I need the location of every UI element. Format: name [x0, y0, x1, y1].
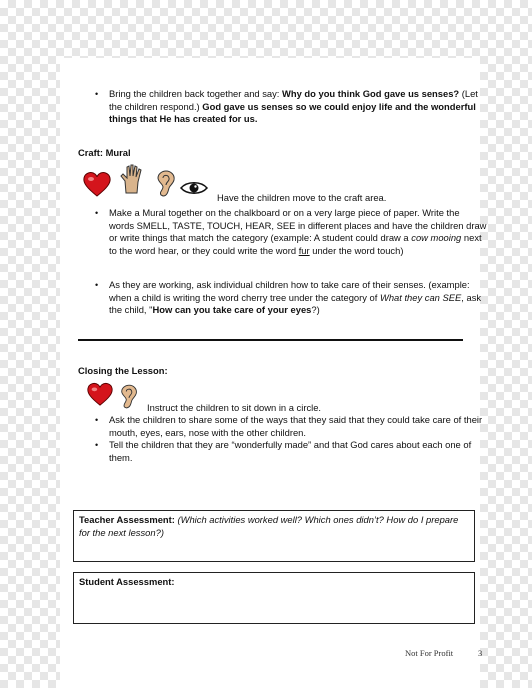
footer-text: Not For Profit [405, 648, 454, 658]
intro-bullet-text [109, 88, 479, 126]
intro-answer: God gave us senses so we could enjoy life and the wonderful things that He has created for us. [109, 100, 476, 124]
closing-bullet-2: Tell the children that they are “wonderfully made” and that God cares about each one of them. [109, 439, 472, 463]
bullet-marker: • [95, 415, 99, 425]
ear-icon [155, 170, 177, 198]
craft-bullet-2-text-c: ?) [311, 304, 320, 315]
hand-icon [118, 163, 146, 195]
intro-question: Why do you think God gave us senses? [282, 88, 460, 99]
craft-bullet-1 [109, 207, 487, 257]
craft-bullet-1-text-b: next to the word hear, or they could write the word [109, 232, 482, 256]
craft-icon-caption: Have the children move to the craft area. [217, 192, 387, 203]
craft-bullet-2 [109, 279, 487, 317]
heart-icon [86, 381, 114, 407]
bullet-marker: • [95, 208, 99, 218]
craft-bullet-2-italic: What they can SEE [379, 291, 462, 303]
teacher-assessment-text [79, 514, 469, 539]
teacher-assessment-label: Teacher Assessment: [79, 514, 175, 525]
craft-bullet-2-text-b: , ask the child, " [109, 291, 482, 315]
bullet-marker: • [95, 280, 99, 290]
craft-bullet-1-underline: fur [298, 244, 310, 256]
bullet-marker: • [95, 89, 99, 99]
craft-bullet-2-bold: How can you take care of your eyes [152, 304, 312, 315]
intro-text-1: Bring the children back together and say: [109, 88, 283, 99]
craft-heading: Craft: Mural [78, 147, 131, 158]
section-divider [78, 339, 463, 341]
craft-bullet-1-text-c: under the word touch) [309, 244, 404, 256]
teacher-assessment-box [73, 510, 475, 562]
intro-text-2: (Let the children respond.) [109, 88, 478, 112]
closing-bullet-1: Ask the children to share some of the ways that they said that they could take care of their mouth, eyes, ears, nose with the other children. [109, 414, 483, 438]
craft-bullet-2-text-a: As they are working, ask individual children how to take care of their senses. (example: when a child is writing the word cherry tree under the category of [109, 279, 470, 303]
heart-icon [82, 170, 112, 198]
craft-bullet-1-text-a: Make a Mural together on the chalkboard or on a very large piece of paper. Write the words SMELL, TASTE, TOUCH, HEAR, SEE in different places and have the children draw or write things that match the category (example: A student could draw a [109, 207, 487, 243]
student-assessment-box [73, 572, 475, 624]
craft-bullet-1-italic: cow mooing [411, 232, 462, 243]
closing-icon-caption: Instruct the children to sit down in a circle. [147, 402, 322, 413]
bullet-marker: • [95, 440, 99, 450]
student-assessment-label: Student Assessment: [79, 576, 175, 587]
closing-heading: Closing the Lesson: [78, 365, 168, 376]
teacher-assessment-prompt: (Which activities worked well? Which ones didn’t? How do I prepare for the next lesson?) [79, 514, 459, 538]
eye-icon [180, 180, 208, 196]
ear-icon [119, 384, 139, 410]
page-number: 3 [478, 648, 483, 658]
